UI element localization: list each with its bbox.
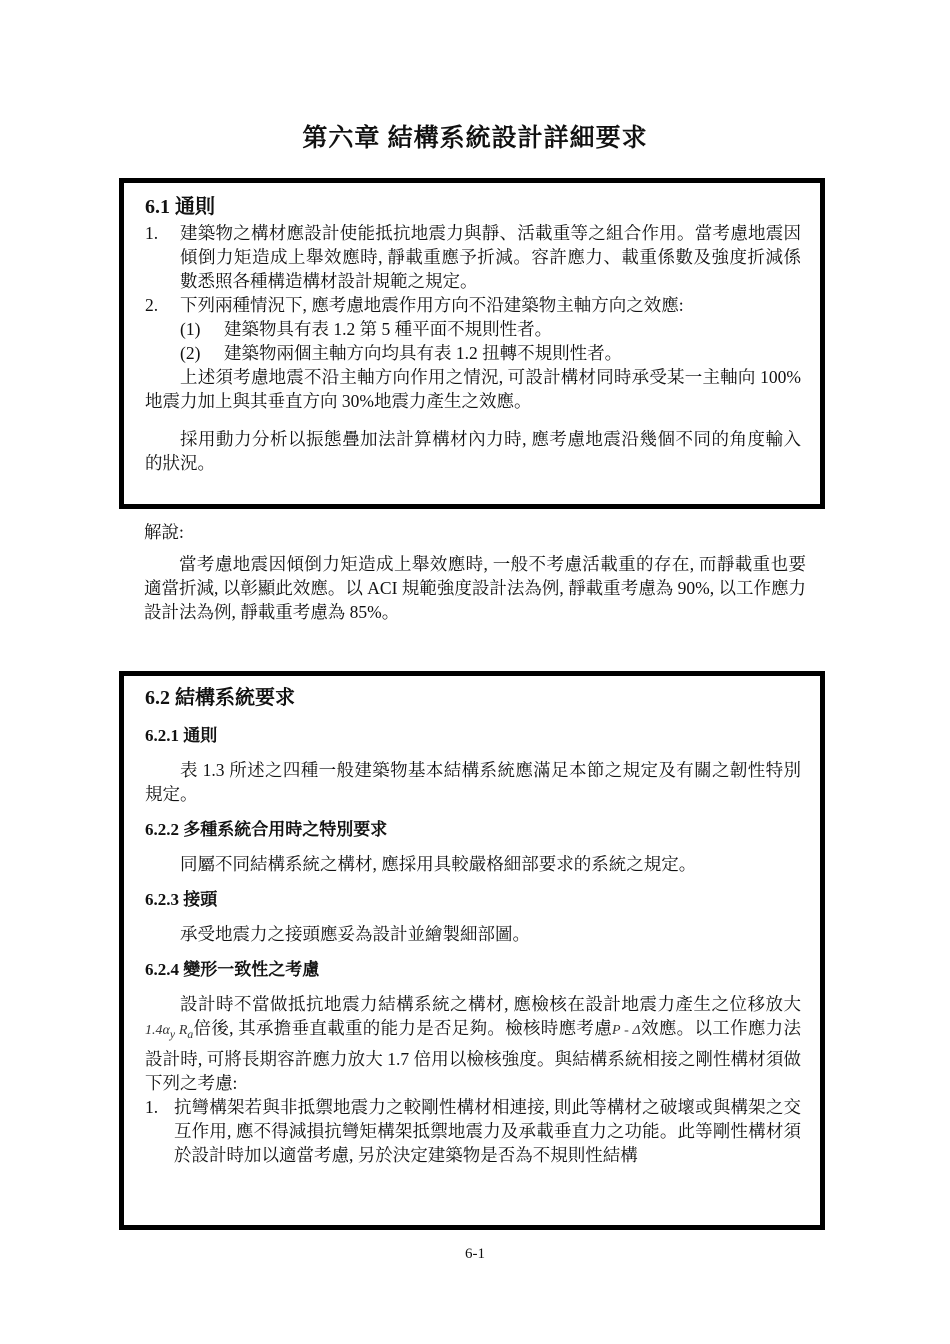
math-text: R (175, 1023, 188, 1038)
sub-list-item-text: 建築物兩個主軸方向均具有表 1.2 扭轉不規則性者。 (224, 343, 623, 363)
list-item-number: 1. (145, 1096, 159, 1117)
chapter-title: 第六章 結構系統設計詳細要求 (302, 125, 648, 152)
list-item (145, 1095, 801, 1167)
commentary (144, 520, 806, 624)
math-subscript: y (169, 1027, 176, 1041)
math-subscript: a (187, 1027, 194, 1041)
text-run: 倍後, 其承擔垂直載重的能力是否足夠。檢核時應考慮 (193, 1018, 612, 1038)
sub-list-item-text: 建築物具有表 1.2 第 5 種平面不規則性者。 (224, 319, 553, 339)
sub-list-item (145, 317, 801, 341)
sub-list-item-number: (1) (180, 319, 201, 339)
page-number: 6-1 (465, 1246, 485, 1262)
math-expression (145, 1023, 194, 1041)
text-run: 效應。以工作應力法設計時, 可將長期容許應力放大 1.7 倍用以檢核強度。與結構系統相接之剛性構材須做下列之考慮: (145, 1018, 801, 1093)
list-item (145, 293, 801, 317)
sub-list-item-number: (2) (180, 343, 201, 363)
subsection-6-2-2-heading: 6.2.2 多種系統合用時之特別要求 (145, 820, 388, 839)
paragraph: 承受地震力之接頭應妥為設計並繪製細部圖。 (180, 924, 530, 944)
section-6-1-box (119, 178, 825, 509)
subsection-6-2-3-heading: 6.2.3 接頭 (145, 890, 218, 909)
math-text: 1.4α (145, 1023, 170, 1038)
paragraph: 採用動力分析以振態疊加法計算構材內力時, 應考慮地震沿幾個不同的角度輸入的狀況。 (145, 429, 801, 473)
list-item-text: 抗彎構架若與非抵禦地震力之較剛性構材相連接, 則此等構材之破壞或與構架之交互作用, 應不得減損抗彎矩構架抵禦地震力及承載垂直力之功能。此等剛性構材須於設計時加以適當考慮, 另於決定建築物是否為不規則性結構 (174, 1096, 801, 1165)
paragraph (145, 992, 801, 1095)
subsection-6-2-1-heading: 6.2.1 通則 (145, 726, 218, 745)
paragraph: 表 1.3 所述之四種一般建築物基本結構系統應滿足本節之規定及有關之韌性特別規定。 (145, 760, 801, 804)
text-run: 設計時不當做抵抗地震力結構系統之構材, 應檢核在設計地震力產生之位移放大 (180, 994, 801, 1014)
section-6-1-heading: 6.1 通則 (145, 196, 215, 218)
commentary-text: 當考慮地震因傾倒力矩造成上舉效應時, 一般不考慮活載重的存在, 而靜載重也要適當折減, 以彰顯此效應。以 ACI 規範強度設計法為例, 靜載重考慮為 90%, 以工作應力設計法為例, 靜載重考慮為 85%。 (144, 554, 806, 622)
paragraph: 同屬不同結構系統之構材, 應採用具較嚴格細部要求的系統之規定。 (180, 854, 697, 874)
list-item-text: 下列兩種情況下, 應考慮地震作用方向不沿建築物主軸方向之效應: (180, 295, 684, 315)
section-6-2-heading: 6.2 結構系統要求 (145, 687, 295, 709)
commentary-label: 解說: (144, 522, 184, 542)
list-item-text: 建築物之構材應設計使能抵抗地震力與靜、活載重等之組合作用。當考慮地震因傾倒力矩造成上舉效應時, 靜載重應予折減。容許應力、載重係數及強度折減係數悉照各種構造構材設計規範之規定。 (180, 223, 801, 291)
list-item (145, 221, 801, 293)
paragraph: 上述須考慮地震不沿主軸方向作用之情況, 可設計構材同時承受某一主軸向 100%地震力加上與其垂直方向 30%地震力產生之效應。 (145, 367, 801, 411)
list-item-number: 2. (145, 295, 159, 315)
section-6-2-box (119, 671, 825, 1230)
math-expression: P - Δ (612, 1023, 641, 1038)
list-item-number: 1. (145, 223, 159, 243)
subsection-6-2-4-heading: 6.2.4 變形一致性之考慮 (145, 960, 320, 979)
sub-list-item (145, 341, 801, 365)
